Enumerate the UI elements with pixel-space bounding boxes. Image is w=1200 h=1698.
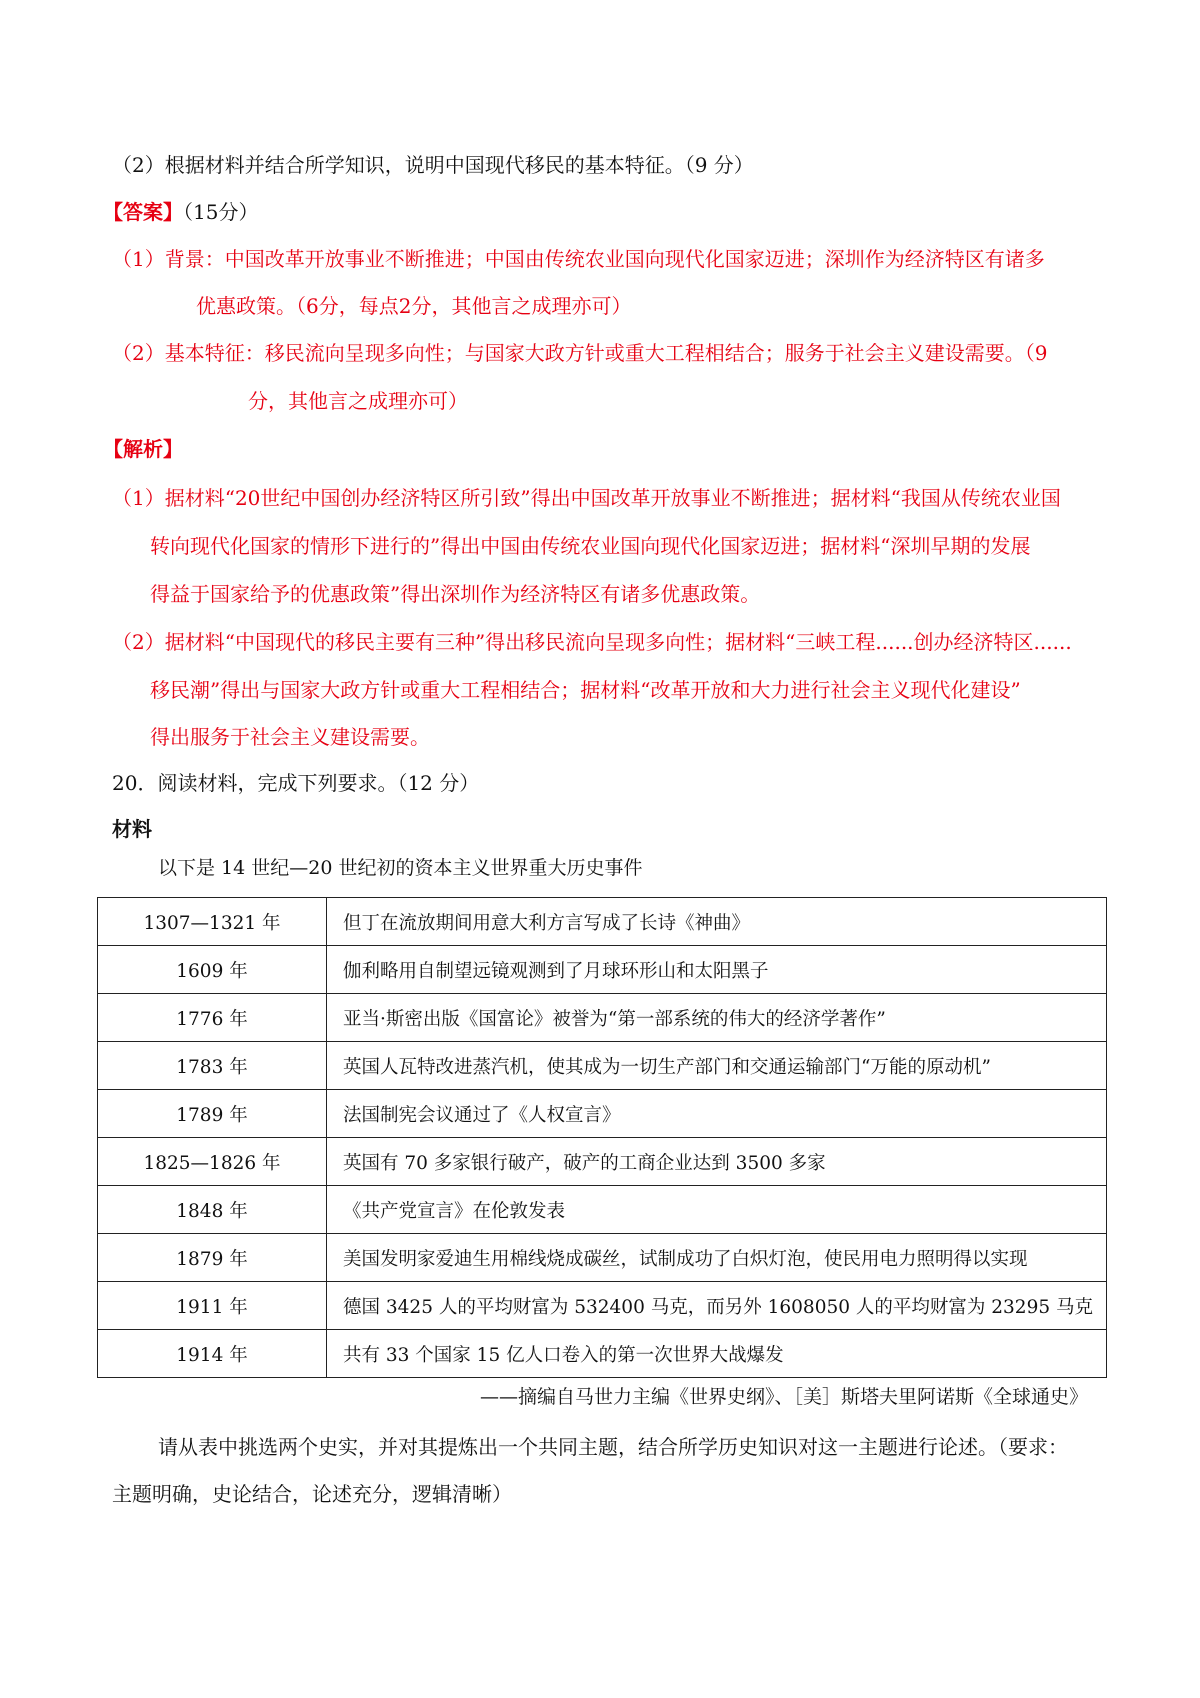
year-cell: 1783 年 bbox=[98, 1042, 327, 1090]
year-cell: 1879 年 bbox=[98, 1234, 327, 1282]
event-cell: 《共产党宣言》在伦敦发表 bbox=[327, 1186, 1107, 1234]
table-row bbox=[98, 994, 1107, 1042]
table-row bbox=[98, 1186, 1107, 1234]
material-label: 材料 bbox=[112, 817, 152, 841]
table-caption: 以下是 14 世纪—20 世纪初的资本主义世界重大历史事件 bbox=[158, 857, 643, 879]
analysis1-line2: 转向现代化国家的情形下进行的”得出中国由传统农业国向现代化国家迈进；据材料“深圳早期的发展 bbox=[150, 534, 1031, 558]
answer-score: （15分） bbox=[183, 200, 259, 224]
event-cell: 但丁在流放期间用意大利方言写成了长诗《神曲》 bbox=[327, 898, 1107, 946]
table-row bbox=[98, 1090, 1107, 1138]
requirement-line1: 请从表中挑选两个史实，并对其提炼出一个共同主题，结合所学历史知识对这一主题进行论述。（要求： bbox=[158, 1435, 1068, 1459]
analysis1-line3: 得益于国家给予的优惠政策”得出深圳作为经济特区有诸多优惠政策。 bbox=[150, 582, 761, 606]
answer-heading bbox=[103, 197, 258, 227]
year-cell: 1911 年 bbox=[98, 1282, 327, 1330]
event-cell: 英国有 70 多家银行破产，破产的工商企业达到 3500 多家 bbox=[327, 1138, 1107, 1186]
table-source: ——摘编自马世力主编《世界史纲》、［美］斯塔夫里阿诺斯《全球通史》 bbox=[479, 1386, 1088, 1408]
requirement-line2: 主题明确，史论结合，论述充分，逻辑清晰） bbox=[112, 1482, 512, 1506]
table-row bbox=[98, 898, 1107, 946]
year-cell: 1825—1826 年 bbox=[98, 1138, 327, 1186]
analysis-label: 【解析】 bbox=[103, 437, 183, 461]
event-cell: 亚当·斯密出版《国富论》被誉为“第一部系统的伟大的经济学著作” bbox=[327, 994, 1107, 1042]
table-row bbox=[98, 1042, 1107, 1090]
event-cell: 英国人瓦特改进蒸汽机，使其成为一切生产部门和交通运输部门“万能的原动机” bbox=[327, 1042, 1107, 1090]
year-cell: 1914 年 bbox=[98, 1330, 327, 1378]
event-cell: 德国 3425 人的平均财富为 532400 马克，而另外 1608050 人的平均财富为 23295 马克 bbox=[327, 1282, 1107, 1330]
answer1-line1: （1）背景：中国改革开放事业不断推进；中国由传统农业国向现代化国家迈进；深圳作为经济特区有诸多 bbox=[112, 247, 1045, 271]
table-row bbox=[98, 1138, 1107, 1186]
table-row bbox=[98, 946, 1107, 994]
year-cell: 1307—1321 年 bbox=[98, 898, 327, 946]
year-cell: 1776 年 bbox=[98, 994, 327, 1042]
answer-label: 【答案】 bbox=[103, 200, 183, 224]
event-cell: 伽利略用自制望远镜观测到了月球环形山和太阳黑子 bbox=[327, 946, 1107, 994]
analysis2-line1: （2）据材料“中国现代的移民主要有三种”得出移民流向呈现多向性；据材料“三峡工程......创办经济特区...... bbox=[112, 630, 1072, 654]
q20-question: 20．阅读材料，完成下列要求。（12 分） bbox=[112, 771, 480, 795]
year-cell: 1609 年 bbox=[98, 946, 327, 994]
events-table bbox=[97, 897, 1107, 1378]
table-row bbox=[98, 1234, 1107, 1282]
answer1-line2: 优惠政策。（6分，每点2分，其他言之成理亦可） bbox=[196, 294, 632, 318]
event-cell: 美国发明家爱迪生用棉线烧成碳丝，试制成功了白炽灯泡，使民用电力照明得以实现 bbox=[327, 1234, 1107, 1282]
year-cell: 1789 年 bbox=[98, 1090, 327, 1138]
answer2-line1: （2）基本特征：移民流向呈现多向性；与国家大政方针或重大工程相结合；服务于社会主义建设需要。（9 bbox=[112, 341, 1048, 365]
analysis1-line1: （1）据材料“20世纪中国创办经济特区所引致”得出中国改革开放事业不断推进；据材料“我国从传统农业国 bbox=[112, 486, 1061, 510]
analysis2-line2: 移民潮”得出与国家大政方针或重大工程相结合；据材料“改革开放和大力进行社会主义现代化建设” bbox=[150, 678, 1021, 702]
year-cell: 1848 年 bbox=[98, 1186, 327, 1234]
q19-part2-question: （2）根据材料并结合所学知识，说明中国现代移民的基本特征。（9 分） bbox=[112, 153, 754, 177]
event-cell: 共有 33 个国家 15 亿人口卷入的第一次世界大战爆发 bbox=[327, 1330, 1107, 1378]
table-row bbox=[98, 1282, 1107, 1330]
analysis2-line3: 得出服务于社会主义建设需要。 bbox=[150, 725, 430, 749]
event-cell: 法国制宪会议通过了《人权宣言》 bbox=[327, 1090, 1107, 1138]
table-row bbox=[98, 1330, 1107, 1378]
answer2-line2: 分，其他言之成理亦可） bbox=[248, 389, 468, 413]
